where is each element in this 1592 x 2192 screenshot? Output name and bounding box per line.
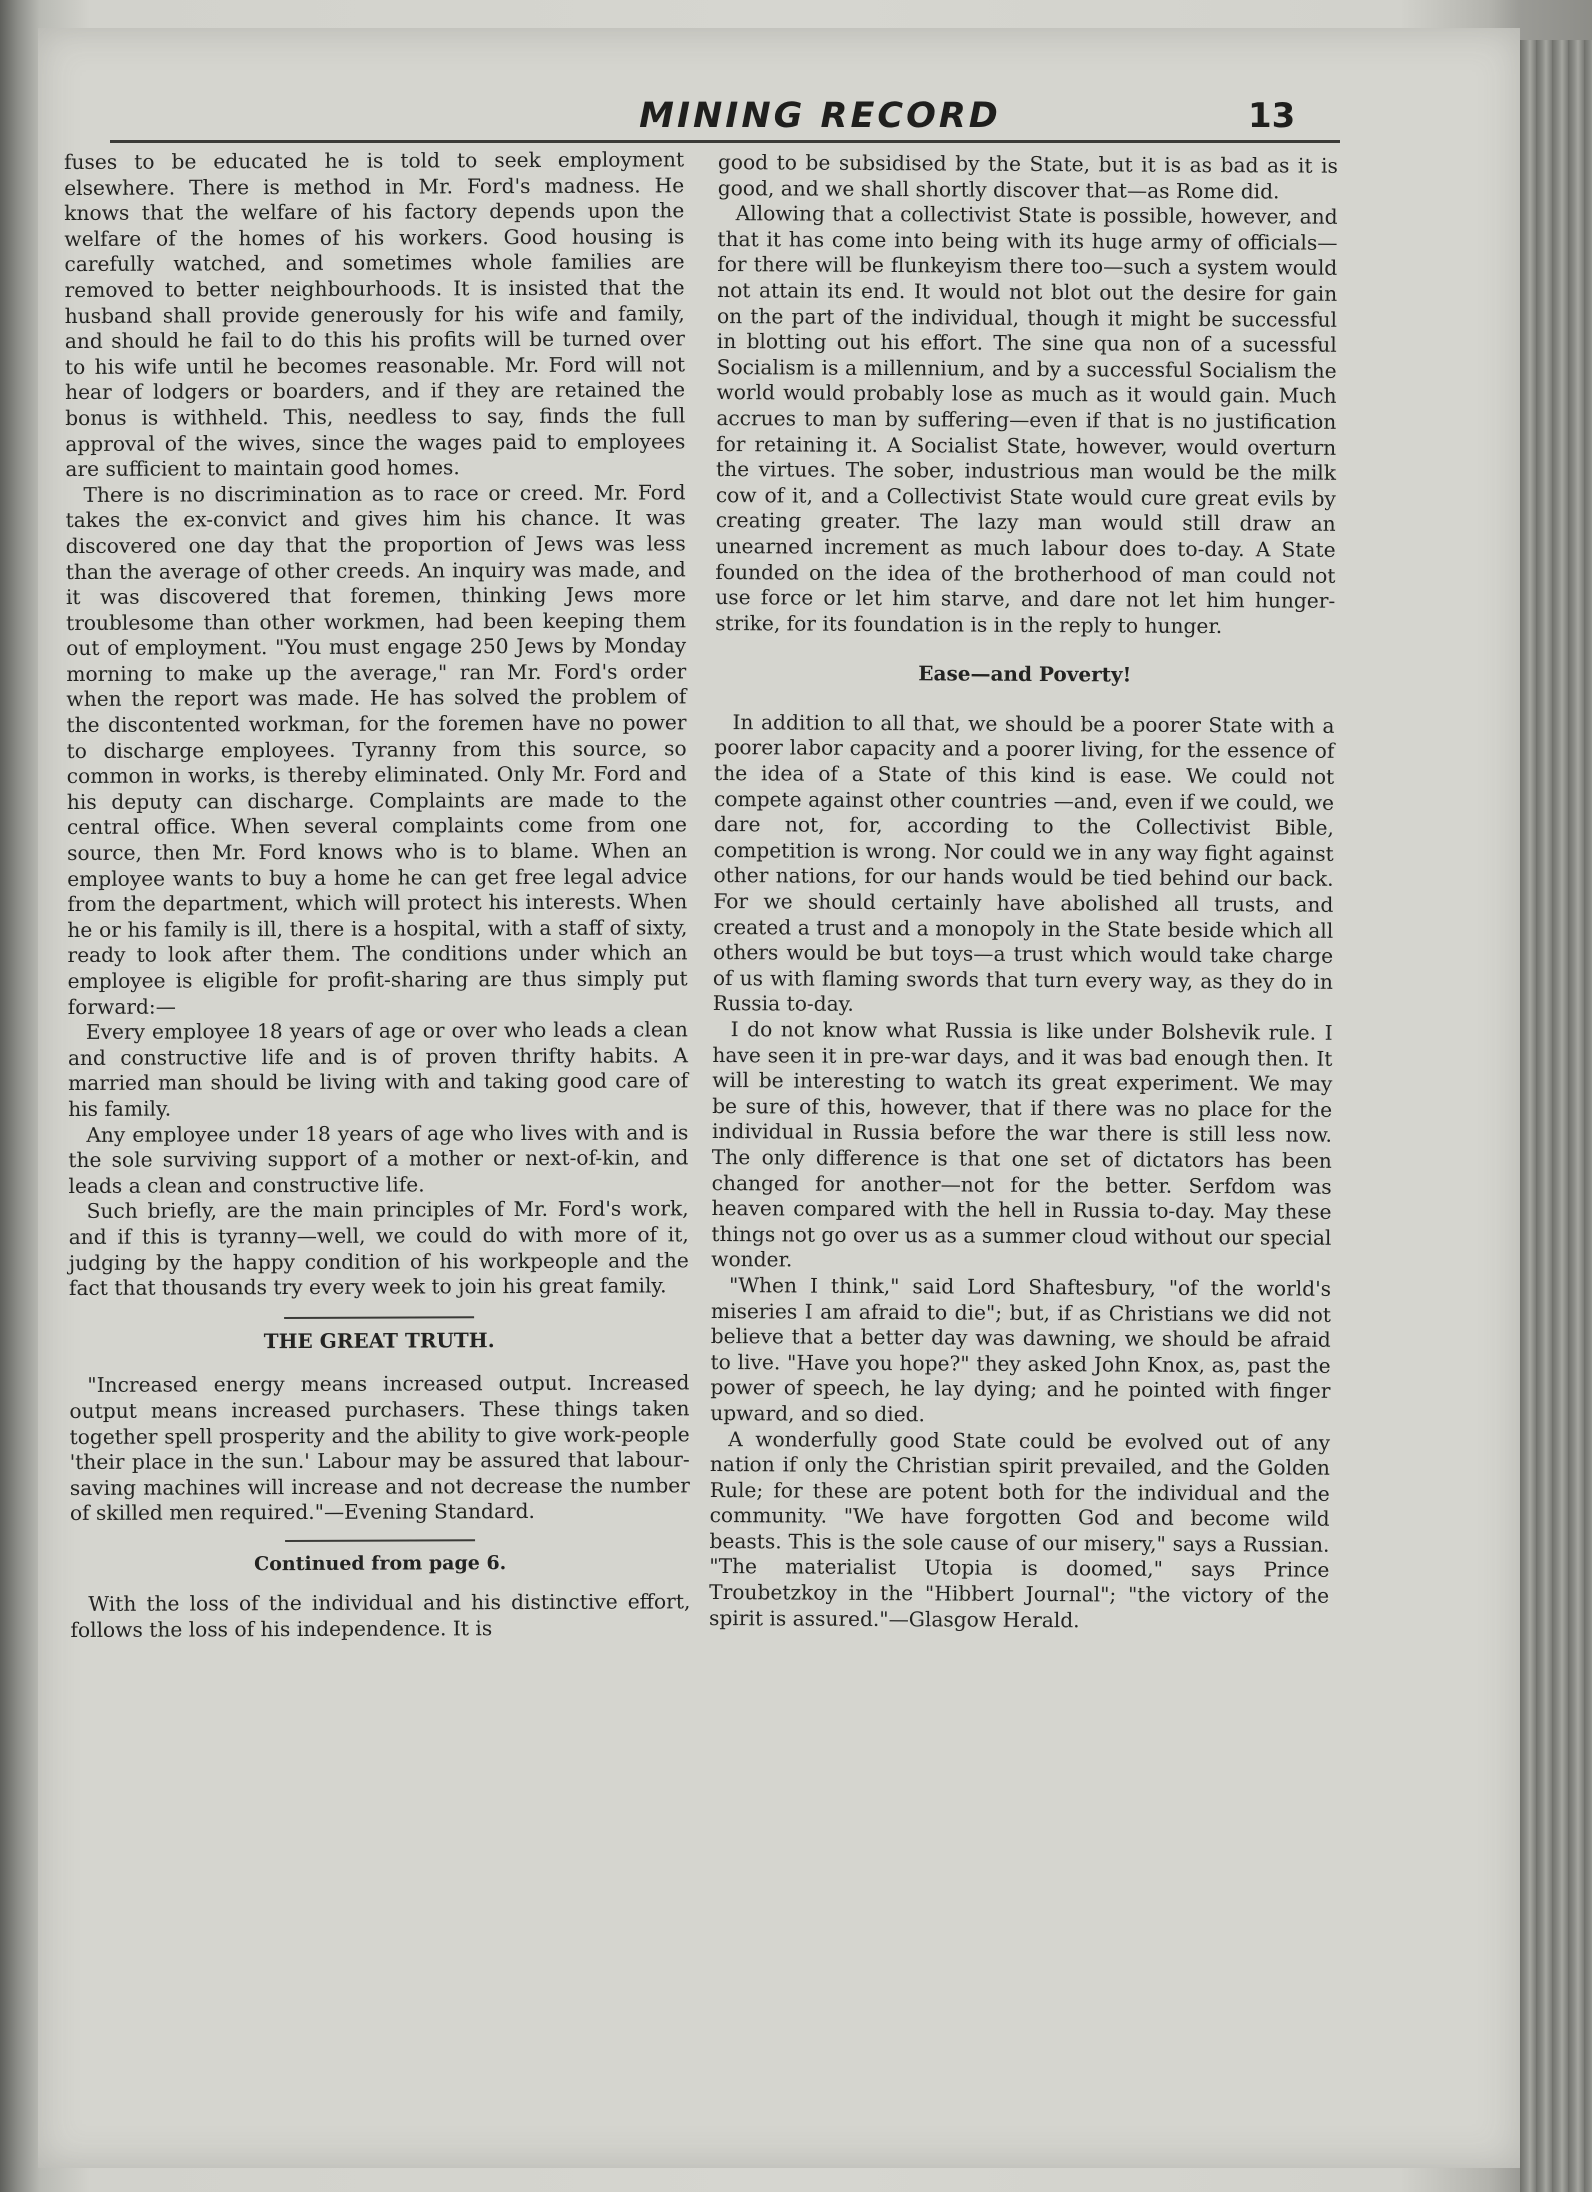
right-column [709,150,1338,1635]
article-paragraph: In addition to all that, we should be a poorer State with a poorer labor capacity and a poorer living, for the essence of the idea of a State of this kind is ease. We could not compete against other countries —and, even if we could, we dare not, for, according to the Collectivist Bible, competition is wrong. Nor could we in any way fight against other nations, for our hands would be tied behind our back. For we should certainly have abolished all trusts, and created a trust and a monopoly in the State beside which all others would be but toys—a trust which would take charge of us with flaming swords that turn every way, as they do in Russia to-day. [712,709,1335,1017]
binding-spine [1520,40,1592,2192]
header-rule [110,140,1340,143]
section-heading-great-truth: THE GREAT TRUTH. [263,1327,495,1353]
article-paragraph: "When I think," said Lord Shaftesbury, "of the world's miseries I am afraid to die"; but, if as Christians we did not believe that a better day was dawning, we should be afraid to live. "Have you hope?" they asked John Knox, as, past the power of speech, he lay dying; and he pointed with finger upward, and so died. [710,1273,1332,1427]
article-paragraph: There is no discrimination as to race or creed. Mr. Ford takes the ex-convict and gives him his chance. It was discovered one day that the proportion of Jews was less than the average of other creeds. An inquiry was made, and it was discovered that foremen, thinking Jews more troublesome than other workmen, had been keeping them out of employment. "You must engage 250 Jews by Monday morning to make up the average," ran Mr. Ford's order when the report was made. He has solved the problem of the discontented workman, for the foremen have no power to discharge employees. Tyranny from this source, so common in works, is thereby eliminated. Only Mr. Ford and his deputy can discharge. Complaints are made to the central office. When several complaints come from one source, then Mr. Ford knows who is to blame. When an employee wants to buy a home he can get free legal advice from the department, which will protect his interests. When he or his family is ill, there is a hospital, with a staff of sixty, ready to look after them. The conditions under which an employee is eligible for profit-sharing are thus simply put forward:— [65,480,688,1019]
article-paragraph: Any employee under 18 years of age who lives with and is the sole surviving support of a mother or next-of-kin, and leads a clean and constructive life. [68,1119,689,1198]
section-heading-continued: Continued from page 6. [254,1551,507,1576]
section-heading-ease-poverty: Ease—and Poverty! [918,661,1132,687]
article-paragraph: Such briefly, are the main principles of Mr. Ford's work, and if this is tyranny—well, we could do with more of it, judging by the happy condition of his workpeople and the fact that thousands try every week to join his great family. [68,1196,689,1301]
running-head-title: MINING RECORD [639,96,1001,136]
section-divider [284,1316,474,1319]
article-paragraph: good to be subsidised by the State, but it is as bad as it is good, and we shall shortly discover that—as Rome did. [717,150,1338,204]
article-paragraph: A wonderfully good State could be evolved out of any nation if only the Christian spirit prevailed, and the Golden Rule; for these are potent both for the individual and the community. "We have forgotten God and become wild beasts. This is the sole cause of our misery," says a Russian. "The materialist Utopia is doomed," says Prince Troubetzkoy in the "Hibbert Journal"; "the victory of the spirit is assured."—Glasgow Herald. [708,1426,1331,1632]
article-paragraph: With the loss of the individual and his distinctive effort, follows the loss of his independence. It is [70,1589,691,1643]
article-paragraph: "Increased energy means increased output. Increased output means increased purchasers. These things taken together spell prosperity and the ability to give work-people 'their place in the sun.' Labour may be assured that labour-saving machines will increase and not decrease the number of skilled men required."—Evening Standard. [69,1370,690,1526]
page-number: 13 [1248,96,1296,136]
article-paragraph: Allowing that a collectivist State is possible, however, and that it has come into being with its huge army of officials—for there will be flunkeyism there too—such a system would not attain its end. It would not blot out the desire for gain on the part of the individual, though it might be successful in blotting out his effort. The sine qua non of a sucessful Socialism is a millennium, and by a successful Socialism the world would probably lose as much as it would gain. Much accrues to man by suffering—even if that is no justification for retaining it. A Socialist State, however, would overturn the virtues. The sober, industrious man would be the milk cow of it, and a Collectivist State would cure great evils by creating greater. The lazy man would still draw an unearned increment as much labour does to-day. A State founded on the idea of the brotherhood of man could not use force or let him starve, and dare not let him hunger-strike, for its foundation is in the reply to hunger. [715,201,1338,638]
article-paragraph: I do not know what Russia is like under Bolshevik rule. I have seen it in pre-war days, and it was bad enough then. It will be interesting to watch its great experiment. We may be sure of this, however, that if there was no place for the individual in Russia before the war there is still less now. The only difference is that one set of dictators has been changed for another—not for the better. Serfdom was heaven compared with the hell in Russia to-day. May these things not go over us as a summer cloud without our special wonder. [711,1017,1333,1272]
left-column [64,147,691,1643]
section-divider [285,1539,475,1542]
article-paragraph: fuses to be educated he is told to seek employment elsewhere. There is method in Mr. Ford's madness. He knows that the welfare of his factory depends upon the welfare of the homes of his workers. Good housing is carefully watched, and sometimes whole families are removed to better neighbourhoods. It is insisted that the husband shall provide generously for his wife and family, and should he fail to do this his profits will be turned over to his wife until he becomes reasonable. Mr. Ford will not hear of lodgers or boarders, and if they are retained the bonus is withheld. This, needless to say, finds the full approval of the wives, since the wages paid to employees are sufficient to maintain good homes. [64,147,686,482]
article-paragraph: Every employee 18 years of age or over who leads a clean and constructive life and is of proven thrifty habits. A married man should be living with and taking good care of his family. [67,1017,689,1121]
